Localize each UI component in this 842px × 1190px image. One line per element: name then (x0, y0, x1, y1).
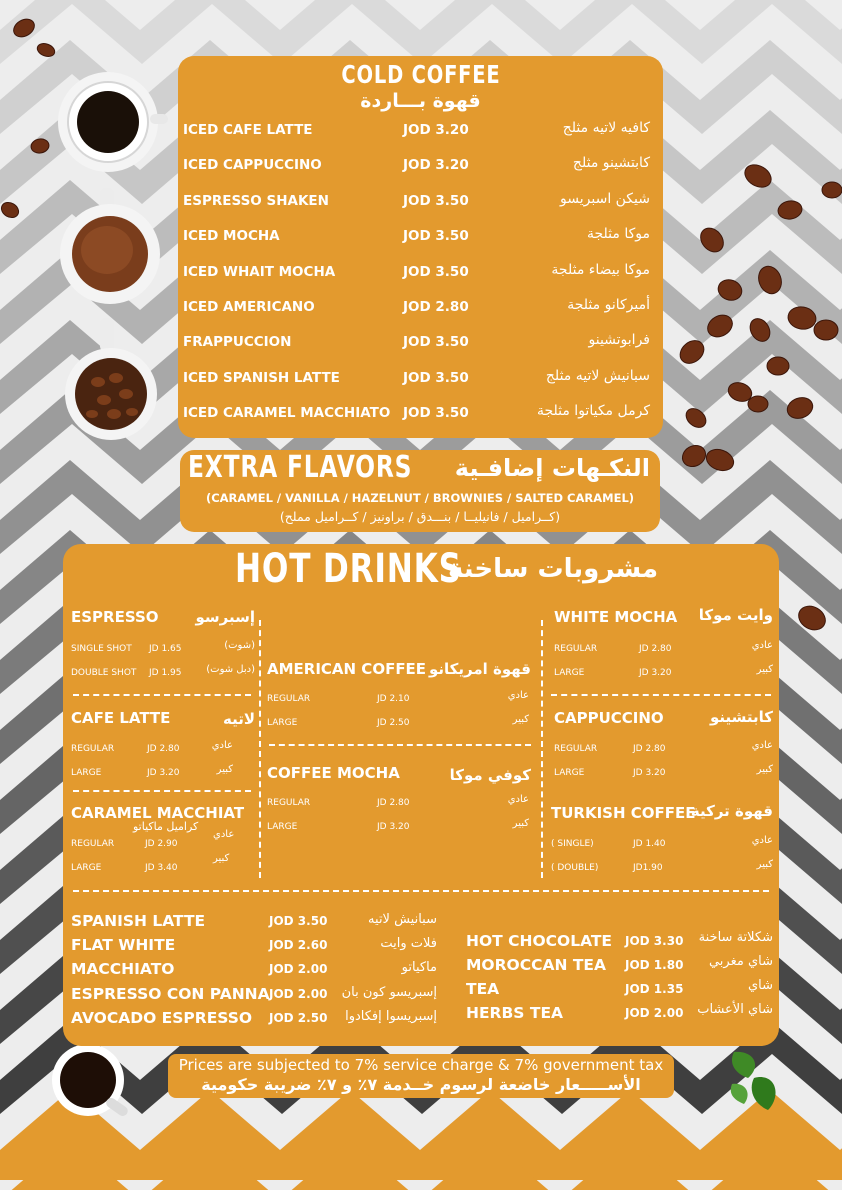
cold-coffee-title: COLD COFFEE (340, 60, 501, 89)
item-name: ICED CAFE LATTE (183, 122, 313, 138)
size-price: JD 3.20 (639, 668, 672, 678)
item-name-ar: ماكياتو (401, 960, 437, 976)
size-label-ar: عادي (211, 740, 233, 751)
cold-coffee-item (178, 366, 663, 390)
size-price: JD 1.65 (149, 644, 182, 654)
item-name-ar: فلات وايت (380, 936, 437, 952)
size-label: REGULAR (554, 744, 598, 754)
item-price: JOD 3.50 (403, 192, 469, 209)
cold-coffee-item (178, 330, 663, 354)
size-label: LARGE (554, 768, 585, 778)
item-name-ar: شيكن اسبريسو (560, 190, 650, 207)
size-label: REGULAR (267, 798, 311, 808)
item-name-ar: شاي (747, 978, 773, 993)
section-name: WHITE MOCHA (554, 608, 678, 626)
size-label: LARGE (267, 718, 298, 728)
item-name: ICED CAPPUCCINO (183, 157, 322, 174)
item-name-ar: فرابوتشينو (588, 332, 650, 349)
divider-main (73, 890, 769, 892)
divider-white-mocha (551, 694, 771, 696)
item-price: JOD 1.80 (625, 958, 684, 972)
cold-coffee-item (178, 153, 663, 177)
item-name-ar: أميركانو مثلجة (567, 297, 650, 313)
item-name: TEA (466, 980, 500, 998)
item-name: AVOCADO ESPRESSO (71, 1008, 253, 1027)
item-price: JOD 3.50 (269, 914, 328, 928)
size-price: JD 2.90 (145, 839, 178, 849)
size-label-ar: كبير (213, 853, 230, 864)
item-name-ar: شكلاتة ساخنة (698, 930, 773, 945)
item-name: FLAT WHITE (71, 936, 176, 955)
hot-drinks-panel (63, 544, 779, 1046)
size-price: JD 2.80 (377, 798, 410, 808)
size-label: REGULAR (267, 694, 311, 704)
item-price: JOD 2.60 (269, 938, 328, 953)
item-name: SPANISH LATTE (71, 912, 206, 930)
extra-flavors-title-ar: النكـهات إضافـية (454, 454, 650, 482)
section-name-ar: كابتشينو (709, 708, 773, 726)
item-name: ICED AMERICANO (183, 299, 315, 315)
size-label: SINGLE SHOT (71, 644, 132, 654)
item-name-ar: موكا بيضاء مثلجة (551, 261, 650, 278)
divider-latte (73, 790, 251, 792)
size-label-ar: كبير (756, 664, 773, 675)
size-label-ar: عادي (751, 835, 773, 846)
section-name-ar: كراميل ماكياتو (133, 820, 199, 833)
item-price: JOD 2.00 (269, 986, 328, 1001)
item-name: MACCHIATO (71, 960, 175, 979)
size-label: LARGE (71, 863, 102, 873)
size-price: JD 3.20 (633, 768, 666, 778)
section-name: CARAMEL MACCHIAT (71, 804, 245, 822)
size-label: LARGE (554, 668, 585, 678)
size-label: LARGE (71, 768, 102, 778)
size-price: JD 3.20 (377, 822, 410, 832)
section-name: CAFE LATTE (71, 709, 171, 727)
size-price: JD 2.80 (639, 644, 672, 654)
size-price: JD1.90 (633, 863, 663, 873)
item-name-ar: كرمل مكياتوا مثلجة (536, 403, 650, 420)
cold-coffee-item (178, 189, 663, 213)
cold-coffee-item (178, 224, 663, 248)
size-price: JD 3.20 (147, 768, 180, 778)
size-price: JD 3.40 (145, 863, 178, 873)
size-label-ar: (شوت) (224, 640, 255, 651)
size-label-ar: عادي (507, 794, 529, 805)
size-label: ( SINGLE) (551, 839, 594, 849)
section-name-ar: كوفي موكا (449, 766, 531, 784)
tax-note-ar: الأســـــعار خاضعة لرسوم خــدمة ٧٪ و ٧٪ ضريبة حكومية (201, 1075, 641, 1094)
size-price: JD 2.10 (377, 694, 410, 704)
size-price: JD 2.50 (377, 718, 410, 728)
size-label: REGULAR (71, 839, 115, 849)
divider-american (269, 744, 531, 746)
hot-drinks-title-ar: مشروبات ساخنة (448, 554, 659, 584)
item-name: HOT CHOCOLATE (466, 932, 613, 950)
item-price: JOD 2.50 (269, 1010, 328, 1025)
extra-flavors-list: (CARAMEL / VANILLA / HAZELNUT / BROWNIES / SALTED CARAMEL) (205, 491, 635, 505)
item-name-ar: إسبريسو كون بان (341, 984, 437, 1000)
item-name-ar: كافيه لاتيه مثلج (562, 120, 650, 136)
size-label: LARGE (267, 822, 298, 832)
size-price: JD 2.80 (147, 744, 180, 754)
section-name: CAPPUCCINO (554, 709, 664, 727)
column-divider-right (541, 620, 543, 878)
size-label-ar: كبير (756, 764, 773, 775)
item-price: JOD 3.50 (403, 369, 469, 386)
section-name-ar: وايت موكا (698, 606, 773, 624)
size-label: DOUBLE SHOT (71, 668, 137, 678)
hot-drinks-title: HOT DRINKS (235, 546, 462, 592)
item-name-ar: شاي مغربي (708, 954, 773, 969)
section-name: ESPRESSO (71, 608, 159, 626)
cold-coffee-panel (178, 56, 663, 438)
item-name: ICED WHAIT MOCHA (183, 263, 336, 280)
cold-coffee-item (178, 295, 663, 319)
tax-note-en: Prices are subjected to 7% service charge & 7% government tax (178, 1056, 664, 1074)
item-price: JOD 2.80 (403, 299, 469, 315)
item-name-ar: شاي الأعشاب (697, 1002, 773, 1017)
size-label-ar: كبير (512, 714, 529, 725)
item-name-ar: سبانيش لاتيه مثلج (545, 367, 650, 384)
section-name-ar: قهوة امريكانو (429, 660, 531, 678)
section-name: AMERICAN COFFEE (267, 660, 427, 678)
item-name-ar: إسبريسوا إفكادوا (345, 1008, 437, 1024)
item-name: MOROCCAN TEA (466, 956, 606, 974)
section-name-ar: إسبرسو (195, 608, 255, 626)
extra-flavors-title: EXTRA FLAVORS (188, 450, 413, 485)
size-price: JD 2.80 (633, 744, 666, 754)
item-price: JOD 3.50 (403, 405, 469, 422)
size-price: JD 1.40 (633, 839, 666, 849)
item-name: ICED MOCHA (183, 228, 280, 245)
size-label-ar: عادي (751, 740, 773, 751)
section-name-ar: لاتيه (222, 710, 255, 728)
item-name-ar: موكا مثلجة (586, 226, 650, 243)
item-price: JOD 3.30 (625, 934, 684, 948)
item-price: JOD 3.20 (403, 122, 469, 138)
section-name: TURKISH COFFEE (551, 804, 696, 822)
section-name: COFFEE MOCHA (267, 764, 400, 782)
item-name-ar: كابتشينو مثلج (572, 155, 650, 172)
item-price: JOD 2.00 (625, 1006, 684, 1020)
cold-coffee-title-wrap (178, 60, 663, 89)
size-label-ar: عادي (213, 829, 235, 840)
item-name: ESPRESSO SHAKEN (183, 192, 329, 209)
size-price: JD 1.95 (149, 668, 182, 678)
item-price: JOD 3.50 (403, 263, 469, 280)
cold-coffee-item (178, 118, 663, 142)
item-name-ar: سبانيش لاتيه (368, 912, 437, 927)
extra-flavors-panel (180, 450, 660, 532)
size-label: REGULAR (71, 744, 115, 754)
size-label-ar: عادي (751, 640, 773, 651)
column-divider-left (259, 620, 261, 878)
extra-flavors-list-ar: (كــراميل / فانيليــا / بنـــدق / براونيز / كــراميل مملح) (279, 509, 561, 524)
size-label: ( DOUBLE) (551, 863, 599, 873)
section-name-ar: قهوة تركية (690, 802, 773, 820)
item-price: JOD 2.00 (269, 962, 328, 977)
size-label-ar: (دبل شوت) (206, 664, 255, 675)
cold-coffee-item (178, 401, 663, 425)
item-price: JOD 3.50 (403, 334, 469, 351)
item-name: ICED CARAMEL MACCHIATO (183, 405, 391, 422)
size-label: REGULAR (554, 644, 598, 654)
item-name: HERBS TEA (466, 1004, 564, 1022)
size-label-ar: كبير (216, 764, 233, 775)
item-name: ICED SPANISH LATTE (183, 369, 340, 386)
size-label-ar: كبير (512, 818, 529, 829)
cold-coffee-item (178, 260, 663, 284)
size-label-ar: كبير (756, 859, 773, 870)
item-name: FRAPPUCCION (183, 334, 292, 351)
item-price: JOD 1.35 (625, 982, 684, 996)
tax-note (168, 1054, 674, 1098)
cold-coffee-title-ar: قهوة بـــاردة (360, 90, 481, 112)
item-name: ESPRESSO CON PANNA (71, 984, 270, 1003)
size-label-ar: عادي (507, 690, 529, 701)
item-price: JOD 3.50 (403, 228, 469, 245)
item-price: JOD 3.20 (403, 157, 469, 174)
divider-espresso (73, 694, 251, 696)
